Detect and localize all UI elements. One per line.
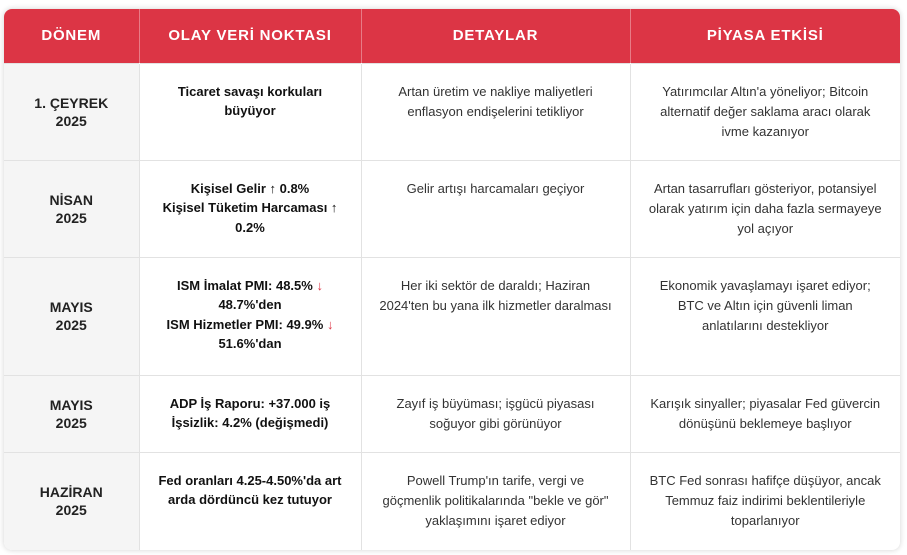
- period-cell: [4, 160, 139, 257]
- period-year: 2025: [55, 502, 87, 519]
- event-text: 51.6%'dan: [218, 336, 282, 351]
- period-year: 2025: [55, 317, 87, 333]
- period-label: HAZİRAN: [39, 484, 103, 501]
- event-line: ADP İş Raporu: +37.000 iş: [169, 395, 331, 411]
- event-text: 48.7%'den: [218, 297, 282, 312]
- arrow-down-icon: ↓: [316, 277, 323, 293]
- period-year: 2025: [55, 209, 87, 226]
- event-line: Kişisel Tüketim Harcaması ↑ 0.2%: [162, 200, 338, 235]
- events-table-card: [4, 9, 900, 550]
- event-text: ISM Hizmetler PMI: 49.9%: [166, 316, 324, 332]
- impact-cell: Ekonomik yavaşlamayı işaret ediyor; BTC ve Altın için güvenli liman anlatılarını destekliyor: [630, 257, 900, 375]
- event-cell: [139, 375, 361, 452]
- event-cell: Ticaret savaşı korkuları büyüyor: [139, 63, 361, 160]
- period-cell: [4, 63, 139, 160]
- impact-cell: Yatırımcılar Altın'a yöneliyor; Bitcoin alternatif değer saklama aracı olarak ivme kazanıyor: [630, 63, 900, 160]
- table-row: [4, 63, 900, 160]
- event-cell: [139, 160, 361, 257]
- details-cell: Gelir artışı harcamaları geçiyor: [361, 160, 630, 257]
- table-header-row: [4, 9, 900, 63]
- period-cell: [4, 257, 139, 375]
- impact-cell: Artan tasarrufları gösteriyor, potansiyel olarak yatırım için daha fazla sermayeye yol açıyor: [630, 160, 900, 257]
- header-period: DÖNEM: [4, 9, 139, 63]
- header-impact: PİYASA ETKİSİ: [630, 9, 900, 63]
- header-event: OLAY VERİ NOKTASI: [139, 9, 361, 63]
- event-cell: Fed oranları 4.25-4.50%'da art arda dördüncü kez tutuyor: [139, 452, 361, 550]
- details-cell: Her iki sektör de daraldı; Haziran 2024'ten bu yana ilk hizmetler daralması: [361, 257, 630, 375]
- period-year: 2025: [55, 112, 87, 129]
- period-cell: [4, 452, 139, 550]
- period-label: NİSAN: [49, 191, 94, 208]
- events-table: [4, 9, 900, 550]
- event-text: ISM İmalat PMI: 48.5%: [177, 277, 313, 293]
- event-cell: [139, 257, 361, 375]
- arrow-down-icon: ↓: [326, 316, 334, 332]
- period-label: MAYIS: [49, 299, 93, 315]
- details-cell: Powell Trump'ın tarife, vergi ve göçmenlik politikalarında "bekle ve gör" yaklaşımını işaret ediyor: [361, 452, 630, 550]
- table-row: [4, 160, 900, 257]
- event-line: Kişisel Gelir ↑ 0.8%: [190, 180, 310, 196]
- header-details: DETAYLAR: [361, 9, 630, 63]
- table-row: [4, 452, 900, 550]
- impact-cell: Karışık sinyaller; piyasalar Fed güvercin dönüşünü beklemeye başlıyor: [630, 375, 900, 452]
- table-row: [4, 257, 900, 375]
- table-row: [4, 375, 900, 452]
- period-cell: [4, 375, 139, 452]
- impact-cell: BTC Fed sonrası hafifçe düşüyor, ancak Temmuz faiz indirimi beklentileriyle toparlanıyor: [630, 452, 900, 550]
- period-label: 1. ÇEYREK: [34, 94, 109, 111]
- period-label: MAYIS: [49, 396, 93, 413]
- period-year: 2025: [55, 414, 87, 431]
- details-cell: Zayıf iş büyüması; işgücü piyasası soğuyor gibi görünüyor: [361, 375, 630, 452]
- event-line: İşsizlik: 4.2% (değişmedi): [171, 415, 329, 430]
- details-cell: Artan üretim ve nakliye maliyetleri enflasyon endişelerini tetikliyor: [361, 63, 630, 160]
